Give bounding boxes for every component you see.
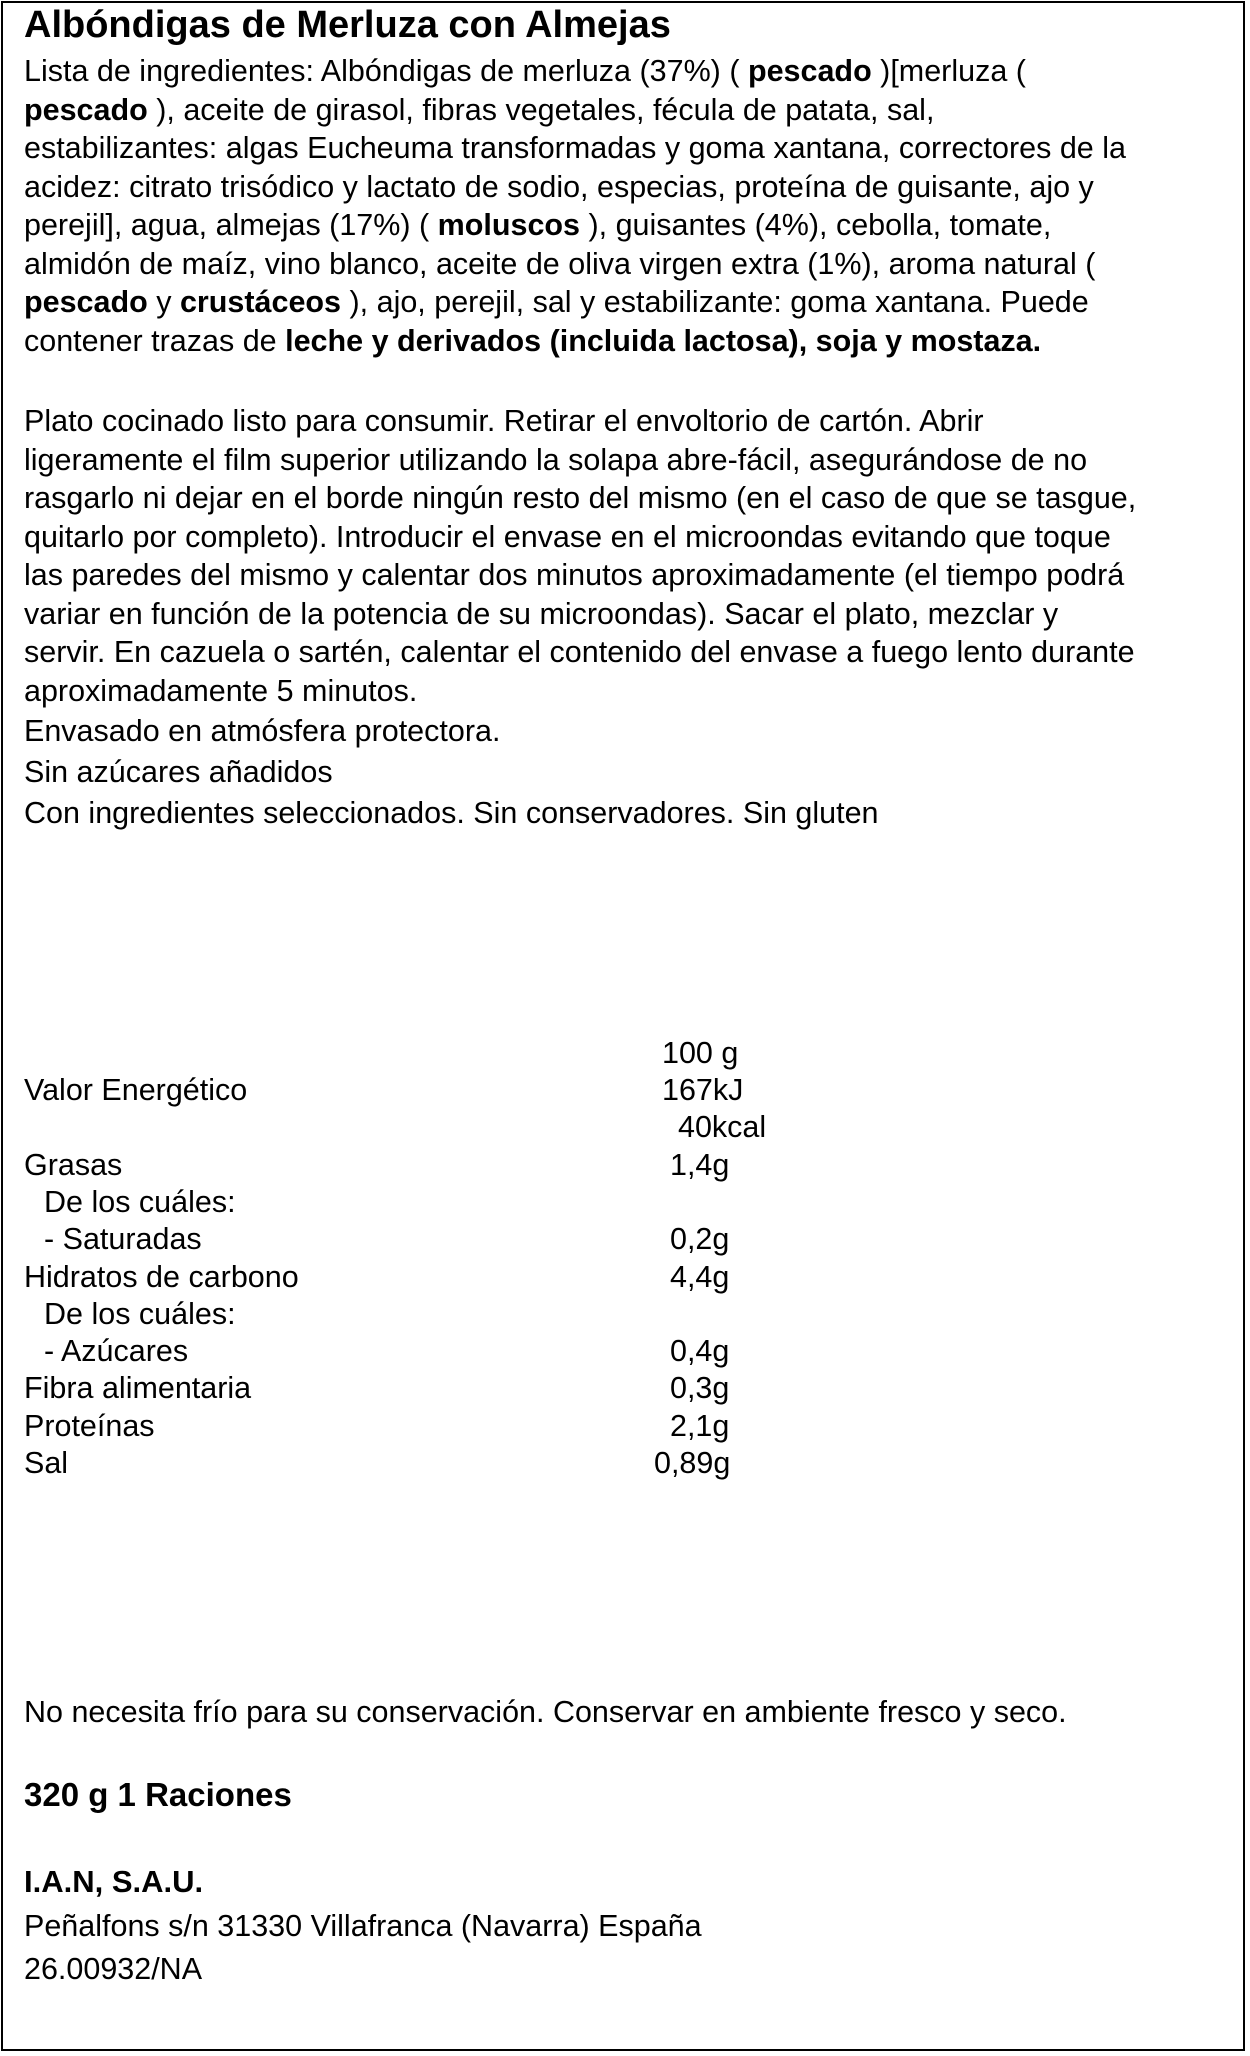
ingredient-text: y [147, 285, 180, 319]
nutrition-value: 167kJ [662, 1073, 744, 1107]
packaging-note: Envasado en atmósfera protectora. [24, 714, 501, 748]
registry-number: 26.00932/NA [24, 1952, 203, 1986]
preparation-line: Plato cocinado listo para consumir. Retirar el envoltorio de cartón. Abrir [24, 404, 984, 438]
nutrition-value: 1,4g [670, 1148, 730, 1182]
ingredients-line [24, 322, 1239, 361]
nutrition-label: De los cuáles: [44, 1185, 236, 1219]
ingredient-text: perejil], agua, almejas (17%) ( [24, 208, 438, 242]
product-title: Albóndigas de Merluza con Almejas [24, 4, 671, 46]
ingredients-line [24, 206, 1239, 245]
ingredients-text [24, 52, 1239, 360]
ingredients-line [24, 129, 1239, 168]
preparation-line: rasgarlo ni dejar en el borde ningún resto del mismo (en el caso de que se tasgue, [24, 481, 1137, 515]
ingredient-text: )[merluza ( [871, 54, 1026, 88]
allergen-text: moluscos [437, 208, 581, 242]
nutrition-header: 100 g [662, 1036, 739, 1070]
nutrition-value: 0,89g [654, 1446, 731, 1480]
nutrition-label: Sal [24, 1446, 69, 1480]
preparation-line: ligeramente el film superior utilizando la solapa abre-fácil, asegurándose de no [24, 442, 1088, 477]
nutrition-value: 0,4g [670, 1334, 730, 1368]
allergen-text: pescado [24, 92, 148, 127]
ingredient-text: almidón de maíz, vino blanco, aceite de oliva virgen extra (1%), aroma natural ( [24, 246, 1096, 281]
nutrition-value: 40kcal [678, 1110, 767, 1144]
ingredient-text: Lista de ingredientes: Albóndigas de merluza (37%) ( [24, 54, 748, 88]
ingredient-text: ), aceite de girasol, fibras vegetales, fécula de patata, sal, [147, 92, 935, 127]
nutrition-label: - Azúcares [44, 1334, 189, 1368]
ingredients-line [24, 91, 1239, 130]
preparation-line: quitarlo por completo). Introducir el envase en el microondas evitando que toque [24, 519, 1111, 554]
nutrition-label: De los cuáles: [44, 1297, 236, 1331]
ingredient-text: contener trazas de [24, 323, 286, 358]
allergen-text: crustáceos [179, 285, 342, 319]
preparation-line: servir. En cazuela o sartén, calentar el contenido del envase a fuego lento durante [24, 635, 1135, 669]
ingredient-text: ), ajo, perejil, sal y estabilizante: goma xantana. Puede [341, 285, 1089, 319]
preparation-instructions [24, 402, 1239, 710]
nutrition-value: 2,1g [670, 1409, 730, 1443]
preparation-line: las paredes del mismo y calentar dos minutos aproximadamente (el tiempo podrá [24, 558, 1125, 592]
ingredient-text: ), guisantes (4%), cebolla, tomate, [580, 208, 1052, 242]
net-weight: 320 g 1 Raciones [24, 1776, 292, 1813]
storage-note: No necesita frío para su conservación. Conservar en ambiente fresco y seco. [24, 1695, 1067, 1729]
product-claims: Con ingredientes seleccionados. Sin conservadores. Sin gluten [24, 796, 879, 830]
nutrition-label: Fibra alimentaria [24, 1371, 252, 1405]
nutrition-label: Grasas [24, 1148, 123, 1182]
ingredient-text: estabilizantes: algas Eucheuma transformadas y goma xantana, correctores de la [24, 131, 1126, 165]
nutrition-value: 4,4g [670, 1260, 730, 1294]
company-address: Peñalfons s/n 31330 Villafranca (Navarra) España [24, 1909, 702, 1943]
company-name: I.A.N, S.A.U. [24, 1864, 204, 1899]
ingredients-line [24, 283, 1239, 322]
ingredients-line [24, 52, 1239, 91]
nutrition-label: Hidratos de carbono [24, 1260, 299, 1294]
allergen-text: leche y derivados (incluida lactosa), soja y mostaza. [285, 323, 1042, 358]
ingredients-line [24, 245, 1239, 284]
ingredients-line [24, 168, 1239, 207]
nutrition-label: Valor Energético [24, 1073, 248, 1107]
preparation-line: aproximadamente 5 minutos. [24, 673, 418, 708]
nutrition-value: 0,3g [670, 1371, 730, 1405]
allergen-text: pescado [24, 285, 148, 319]
nutrition-label: Proteínas [24, 1409, 155, 1443]
preparation-line: variar en función de la potencia de su microondas). Sacar el plato, mezclar y [24, 596, 1059, 631]
nutrition-value: 0,2g [670, 1222, 730, 1256]
no-sugar-claim: Sin azúcares añadidos [24, 755, 333, 789]
allergen-text: pescado [747, 54, 872, 88]
ingredient-text: acidez: citrato trisódico y lactato de sodio, especias, proteína de guisante, ajo y [24, 169, 1094, 204]
nutrition-label: - Saturadas [44, 1222, 202, 1256]
